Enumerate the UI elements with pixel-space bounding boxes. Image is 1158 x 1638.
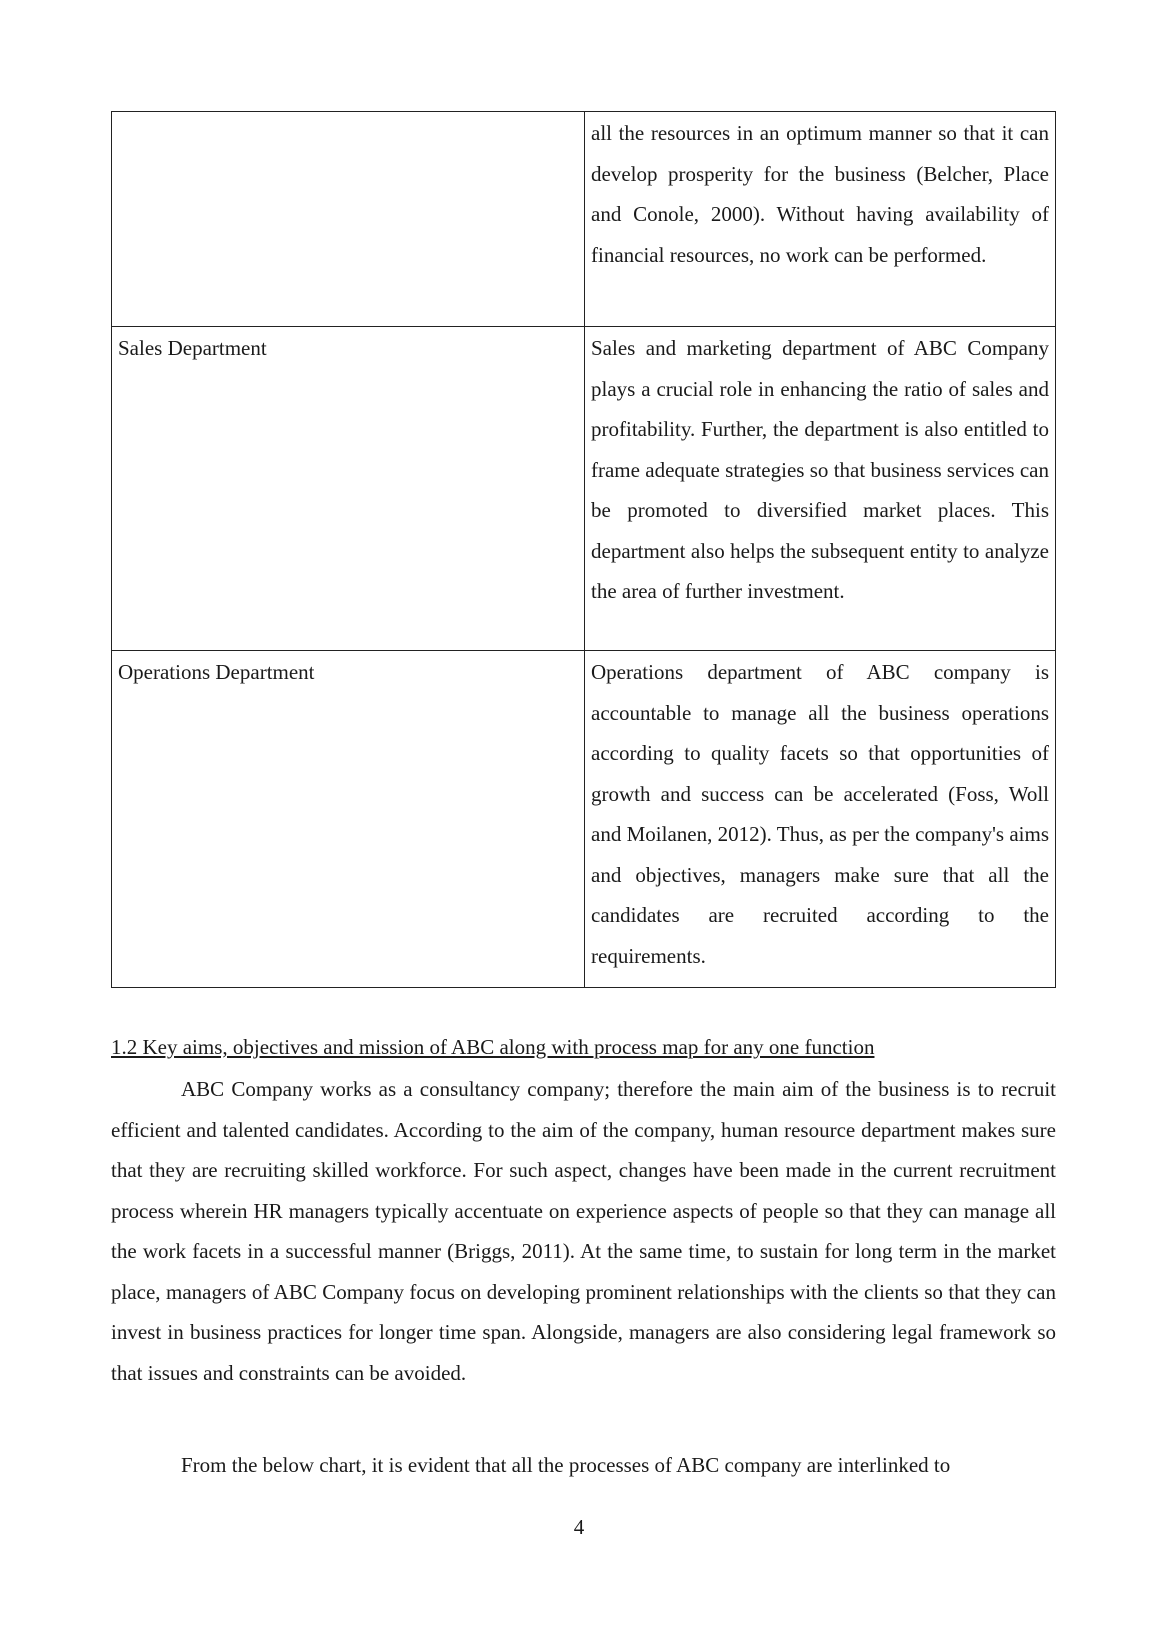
department-name-cell bbox=[112, 651, 585, 988]
table-row bbox=[112, 112, 1056, 327]
department-name: Sales Department bbox=[118, 336, 267, 360]
department-name-cell bbox=[112, 327, 585, 651]
department-description: Operations department of ABC company is accountable to manage all the business operations according to quality facets so that opportunities of growth and success can be accelerated (Foss, Woll and Moilanen, 2012). Thus, as per the company's aims and objectives, managers make sure that all the candidates are recruited according to the requirements. bbox=[591, 660, 1049, 968]
department-description-cell bbox=[585, 112, 1056, 327]
page-number: 4 bbox=[573, 1515, 585, 1539]
department-description: all the resources in an optimum manner so that it can develop prosperity for the business (Belcher, Place and Conole, 2000). Without having availability of financial resources, no work can be performed. bbox=[591, 121, 1049, 267]
department-description-cell bbox=[585, 327, 1056, 651]
body-paragraph: From the below chart, it is evident that all the processes of ABC company are interlinked to bbox=[181, 1453, 951, 1477]
department-name-cell bbox=[112, 112, 585, 327]
department-table bbox=[111, 111, 1056, 988]
department-description: Sales and marketing department of ABC Company plays a crucial role in enhancing the ratio of sales and profitability. Further, the department is also entitled to frame adequate strategies so that business services can be promoted to diversified market places. This department also helps the subsequent entity to analyze the area of further investment. bbox=[591, 336, 1049, 603]
section-heading: 1.2 Key aims, objectives and mission of ABC along with process map for any one function bbox=[111, 1035, 875, 1059]
department-description-cell bbox=[585, 651, 1056, 988]
table-row bbox=[112, 651, 1056, 988]
body-paragraph: ABC Company works as a consultancy company; therefore the main aim of the business is to recruit efficient and talented candidates. According to the aim of the company, human resource department makes sure that they are recruiting skilled workforce. For such aspect, changes have been made in the current recruitment process wherein HR managers typically accentuate on experience aspects of people so that they can manage all the work facets in a successful manner (Briggs, 2011). At the same time, to sustain for long term in the market place, managers of ABC Company focus on developing prominent relationships with the clients so that they can invest in business practices for longer time span. Alongside, managers are also considering legal framework so that issues and constraints can be avoided. bbox=[111, 1077, 1056, 1385]
table-row bbox=[112, 327, 1056, 651]
department-name: Operations Department bbox=[118, 660, 315, 684]
